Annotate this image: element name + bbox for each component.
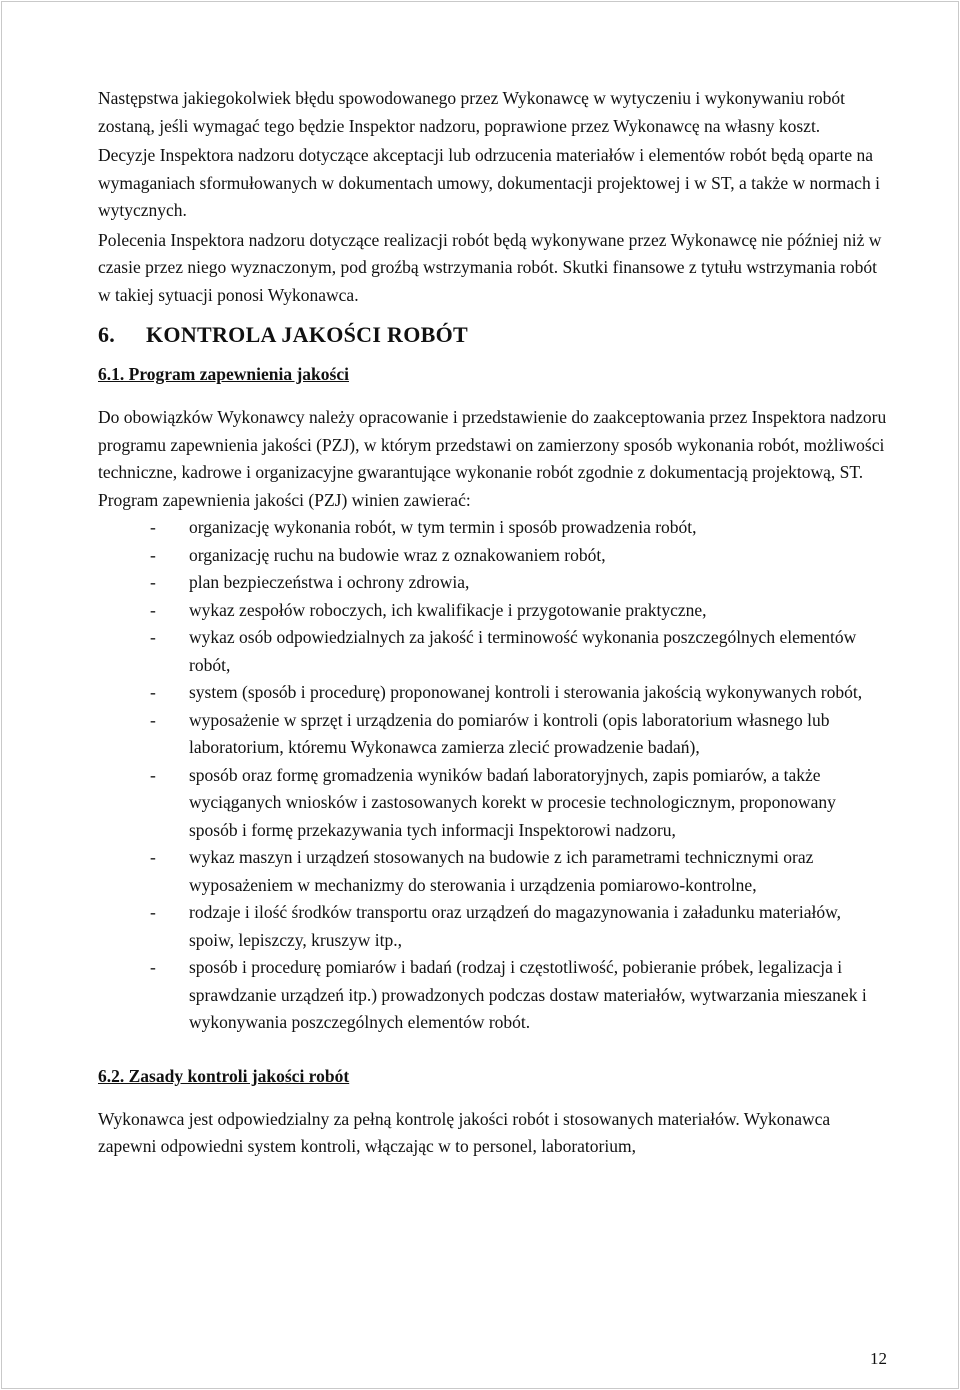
- list-dash: -: [150, 517, 156, 537]
- pzj-list: [98, 514, 888, 1037]
- list-dash: -: [150, 847, 156, 867]
- list-item: - system (sposób i procedurę) proponowanej kontroli i sterowania jakością wykonywanych robót,: [98, 679, 888, 707]
- list-item: - organizację wykonania robót, w tym termin i sposób prowadzenia robót,: [98, 514, 888, 542]
- list-item: - organizację ruchu na budowie wraz z oznakowaniem robót,: [98, 542, 888, 570]
- list-item: - plan bezpieczeństwa i ochrony zdrowia,: [98, 569, 888, 597]
- pzj-list-intro: Program zapewnienia jakości (PZJ) winien zawierać:: [98, 489, 471, 510]
- section-6-number: 6.: [98, 322, 116, 347]
- list-item: - wykaz zespołów roboczych, ich kwalifikacje i przygotowanie praktyczne,: [98, 597, 888, 625]
- paragraph-wytyczenie: Następstwa jakiegokolwiek błędu spowodowanego przez Wykonawcę w wytyczeniu i wykonywaniu robót zostaną, jeśli wymagać tego będzie Inspektor nadzoru, poprawione przez Wykonawcę na własny koszt.: [98, 88, 846, 136]
- list-item: - sposób i procedurę pomiarów i badań (rodzaj i częstotliwość, pobieranie próbek, legalizacja i sprawdzanie urządzeń itp.) prowadzonych podczas dostaw materiałów, wytwarzania mieszanek i wykonywania poszczególnych elementów robót.: [98, 954, 888, 1037]
- list-dash: -: [150, 709, 156, 730]
- page-number: 12: [870, 1349, 887, 1368]
- list-dash: -: [150, 544, 156, 565]
- list-item: - sposób oraz formę gromadzenia wyników badań laboratoryjnych, zapis pomiarów, a także wyciąganych wniosków i zastosowanych korekt w procesie technologicznym, proponowany sposób i formę przekazywania tych informacji Inspektorowi nadzoru,: [98, 762, 888, 845]
- section-6-1-intro: Do obowiązków Wykonawcy należy opracowanie i przedstawienie do zaakceptowania przez Inspektora nadzoru programu zapewnienia jakości (PZJ), w którym przedstawi on zamierzony sposób wykonania robót, możliwości techniczne, kadrowe i organizacyjne gwarantujące wykonanie robót zgodnie z dokumentacją projektową, ST.: [98, 407, 887, 482]
- list-dash: -: [150, 902, 156, 922]
- list-dash: -: [150, 957, 156, 977]
- section-6-heading: [98, 319, 888, 351]
- list-item: - wyposażenie w sprzęt i urządzenia do pomiarów i kontroli (opis laboratorium własnego lub laboratorium, któremu Wykonawca zamierza zlecić prowadzenie badań),: [98, 707, 888, 762]
- document-body: [98, 85, 888, 1161]
- list-dash: -: [150, 682, 156, 702]
- section-6-title: KONTROLA JAKOŚCI ROBÓT: [146, 322, 468, 347]
- paragraph-polecenia: Polecenia Inspektora nadzoru dotyczące realizacji robót będą wykonywane przez Wykonawcę nie później niż w czasie przez niego wyznaczonym, pod groźbą wstrzymania robót. Skutki finansowe z tytułu wstrzymania robót w takiej sytuacji ponosi Wykonawca.: [98, 229, 882, 305]
- list-dash: -: [150, 599, 156, 620]
- list-item: - wykaz osób odpowiedzialnych za jakość i terminowość wykonania poszczególnych elementów robót,: [98, 624, 888, 679]
- section-6-2-heading: 6.2. Zasady kontroli jakości robót: [98, 1065, 350, 1086]
- list-dash: -: [150, 764, 156, 785]
- section-6-1-heading: 6.1. Program zapewnienia jakości: [98, 364, 349, 384]
- paragraph-decyzje: Decyzje Inspektora nadzoru dotyczące akceptacji lub odrzucenia materiałów i elementów robót będą oparte na wymaganiach sformułowanych w dokumentach umowy, dokumentacji projektowej i w ST, a także w normach i wytycznych.: [98, 145, 880, 220]
- list-dash: -: [150, 572, 156, 592]
- list-item: - wykaz maszyn i urządzeń stosowanych na budowie z ich parametrami technicznymi oraz wyposażeniem w mechanizmy do sterowania i urządzenia pomiarowo-kontrolne,: [98, 844, 888, 899]
- section-6-2-text: Wykonawca jest odpowiedzialny za pełną kontrolę jakości robót i stosowanych materiałów. Wykonawca zapewni odpowiedni system kontroli, włączając w to personel, laboratorium,: [98, 1108, 831, 1156]
- list-item: - rodzaje i ilość środków transportu oraz urządzeń do magazynowania i załadunku materiałów, spoiw, lepiszczy, kruszyw itp.,: [98, 899, 888, 954]
- list-dash: -: [150, 627, 156, 647]
